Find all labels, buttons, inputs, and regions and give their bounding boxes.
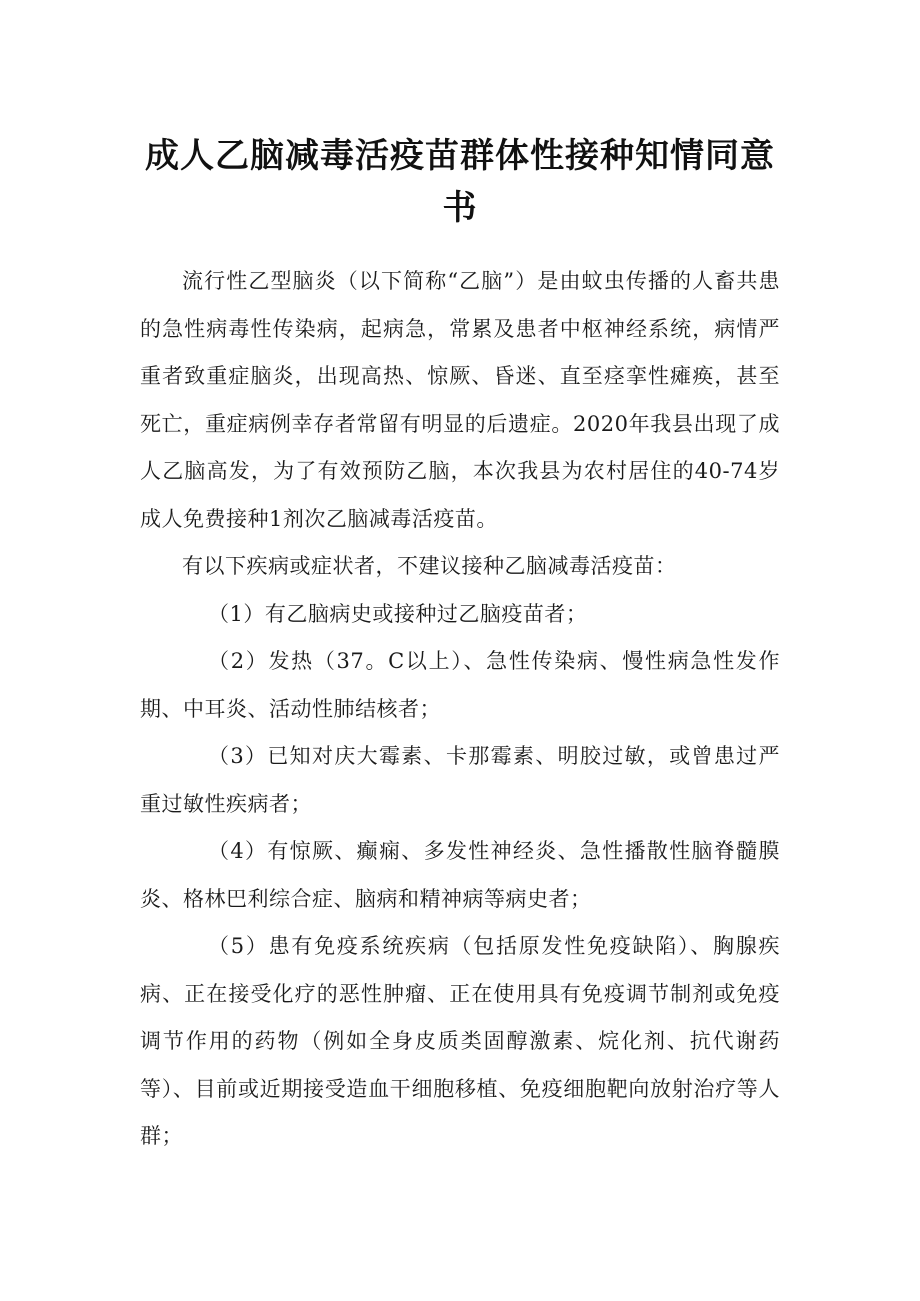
document-title: 成人乙脑减毒活疫苗群体性接种知情同意书 <box>145 136 775 228</box>
contraindication-item: （2）发热（37。C以上）、急性传染病、慢性病急性发作期、中耳炎、活动性肺结核者； <box>140 649 780 721</box>
contraindication-lead: 有以下疾病或症状者，不建议接种乙脑减毒活疫苗： <box>182 554 677 578</box>
contraindication-item: （3）已知对庆大霉素、卡那霉素、明胶过敏，或曾患过严重过敏性疾病者； <box>140 744 780 816</box>
document-body <box>140 258 780 1161</box>
contraindication-item: （1）有乙脑病史或接种过乙脑疫苗者； <box>208 601 588 626</box>
contraindication-item: （5）患有免疫系统疾病（包括原发性免疫缺陷）、胸腺疾病、正在接受化疗的恶性肿瘤、正在使用具有免疫调节制剂或免疫调节作用的药物（例如全身皮质类固醇激素、烷化剂、抗代谢药等）、目前或近期接受造血干细胞移植、免疫细胞靶向放射治疗等人群； <box>140 934 780 1148</box>
intro-paragraph: 流行性乙型脑炎（以下简称“乙脑”）是由蚊虫传播的人畜共患的急性病毒性传染病，起病急，常累及患者中枢神经系统，病情严重者致重症脑炎，出现高热、惊厥、昏迷、直至痉挛性瘫痪，甚至死亡，重症病例幸存者常留有明显的后遗症。2020年我县出现了成人乙脑高发，为了有效预防乙脑，本次我县为农村居住的40-74岁成人免费接种1剂次乙脑减毒活疫苗。 <box>140 269 780 531</box>
contraindication-item: （4）有惊厥、癫痫、多发性神经炎、急性播散性脑脊髓膜炎、格林巴利综合症、脑病和精神病等病史者； <box>140 839 780 911</box>
